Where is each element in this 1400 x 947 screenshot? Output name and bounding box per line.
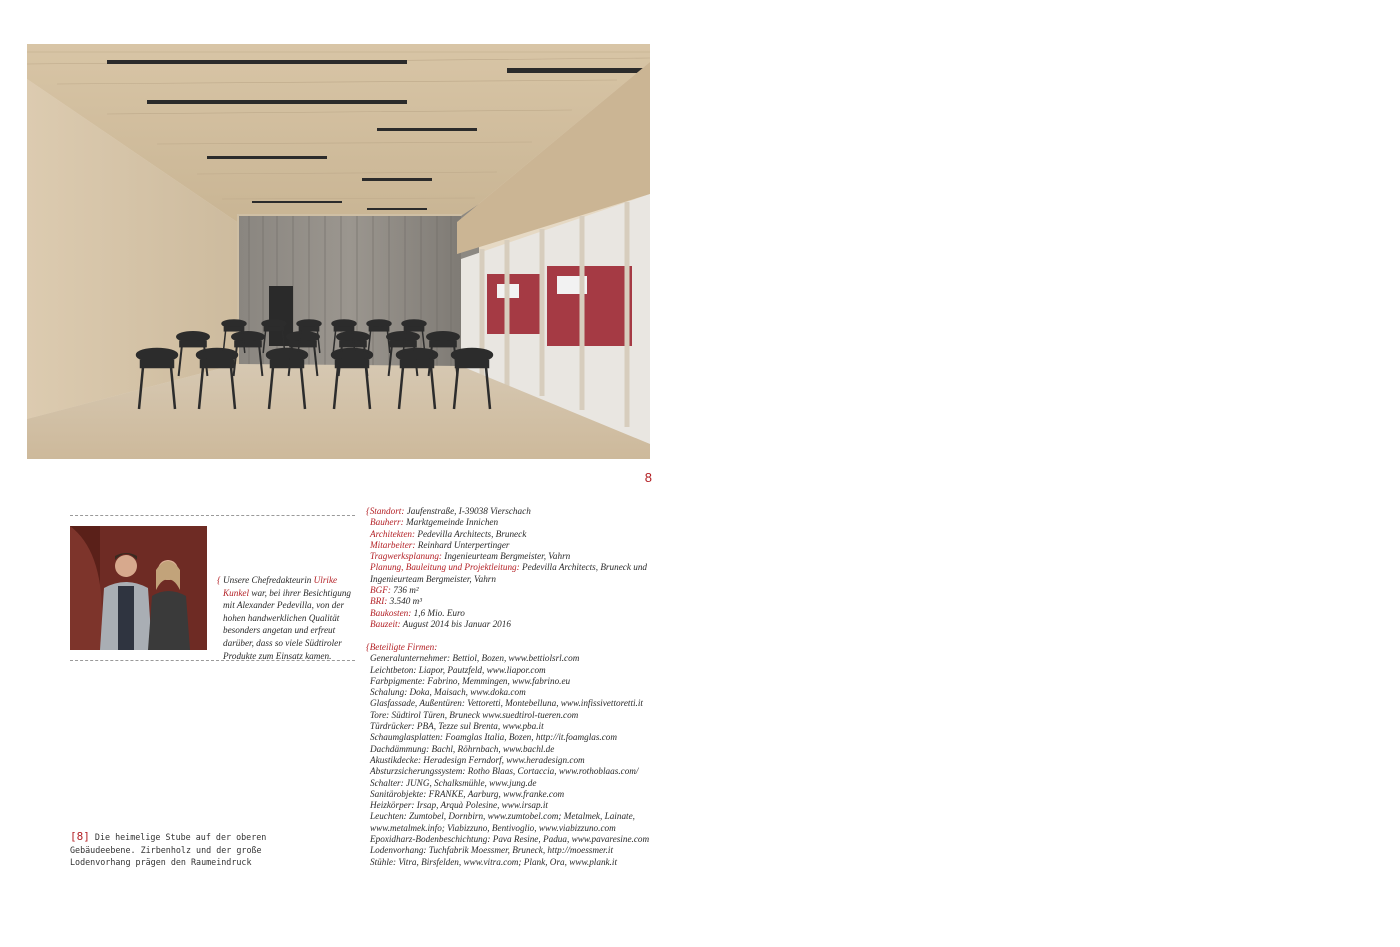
fact-label: Bauherr: bbox=[370, 517, 404, 528]
caption-line: darüber, dass so viele Südtiroler bbox=[223, 637, 342, 648]
fact-row bbox=[366, 619, 656, 630]
fact-row bbox=[366, 562, 656, 585]
firms-heading-row bbox=[366, 642, 656, 653]
fact-row bbox=[366, 551, 656, 562]
fact-value: August 2014 bis Januar 2016 bbox=[400, 618, 511, 629]
fact-label: Mitarbeiter: bbox=[370, 539, 416, 550]
involved-firms bbox=[366, 642, 656, 868]
firm-item: www.metalmek.info; Viabizzuno, Bentivoglio, www.viabizzuno.com bbox=[370, 822, 616, 833]
portrait-caption bbox=[217, 574, 355, 662]
caption-line: mit Alexander Pedevilla, von der bbox=[223, 600, 345, 611]
firm-item: Akustikdecke: Heradesign Ferndorf, www.heradesign.com bbox=[370, 754, 585, 765]
caption-brace: { bbox=[217, 575, 221, 585]
caption-line: Produkte zum Einsatz kamen. bbox=[223, 650, 332, 661]
figure-caption-line-2: Gebäudeebene. Zirbenholz und der große bbox=[70, 844, 262, 855]
fact-value: Pedevilla Architects, Bruneck bbox=[415, 528, 527, 539]
firm-item: Sanitärobjekte: FRANKE, Aarburg, www.franke.com bbox=[370, 788, 565, 799]
top-rule-left bbox=[70, 515, 355, 516]
firm-item: Leichtbeton: Liapor, Pautzfeld, www.liapor.com bbox=[370, 664, 546, 675]
fact-label: Planung, Bauleitung und Projektleitung: bbox=[370, 562, 520, 573]
firm-item: Farbpigmente: Fabrino, Memmingen, www.fabrino.eu bbox=[370, 675, 571, 686]
firm-item: Stühle: Vitra, Birsfelden, www.vitra.com; Plank, Ora, www.plank.it bbox=[370, 856, 618, 867]
portrait-photo bbox=[70, 526, 207, 650]
firm-item: Glasfassade, Außentüren: Vettoretti, Montebelluna, www.infissivettoretti.it bbox=[370, 698, 643, 709]
facts-brace: { bbox=[366, 506, 370, 516]
fact-label: BGF: bbox=[370, 585, 391, 596]
fact-row bbox=[366, 596, 656, 607]
caption-line-2 bbox=[217, 587, 355, 600]
fact-label: BRI: bbox=[370, 596, 388, 607]
project-facts bbox=[366, 506, 656, 630]
firm-item: Tore: Südtirol Türen, Bruneck www.suedtirol-tueren.com bbox=[370, 709, 579, 720]
figure-caption-line-1: Die heimelige Stube auf der oberen bbox=[89, 832, 267, 842]
fact-label: Bauzeit: bbox=[370, 618, 401, 629]
fact-row bbox=[366, 540, 656, 551]
firm-item: Heizkörper: Irsap, Arquà Polesine, www.irsap.it bbox=[370, 800, 548, 811]
firms-brace: { bbox=[366, 642, 370, 652]
caption-intro: Unsere Chefredakteurin bbox=[222, 575, 314, 585]
caption-name-first: Ulrike bbox=[313, 575, 338, 585]
fact-row bbox=[366, 517, 656, 528]
firm-item: Schaumglasplatten: Foamglas Italia, Bozen, http://it.foamglas.com bbox=[370, 732, 618, 743]
fact-value: Marktgemeinde Innichen bbox=[403, 517, 499, 528]
fact-row bbox=[366, 506, 656, 517]
caption-name-last: Kunkel bbox=[223, 587, 250, 598]
fact-row bbox=[366, 608, 656, 619]
caption-line: besonders angetan und erfreut bbox=[223, 625, 336, 636]
fact-label: Tragwerksplanung: bbox=[370, 551, 442, 562]
firm-item: Schalter: JUNG, Schalksmühle, www.jung.de bbox=[370, 777, 537, 788]
fact-label: Architekten: bbox=[370, 528, 416, 539]
bottom-rule-left bbox=[70, 660, 355, 661]
fact-value: Pedevilla Architects, Bruneck und Ingenieurteam Bergmeister, Vahrn bbox=[370, 562, 648, 584]
firm-item: Lodenvorhang: Tuchfabrik Moessmer, Bruneck, http://moessmer.it bbox=[370, 845, 614, 856]
fact-label: Baukosten: bbox=[370, 607, 412, 618]
fact-value: Jaufenstraße, I-39038 Vierschach bbox=[404, 506, 531, 516]
firm-item: Generalunternehmer: Bettiol, Bozen, www.bettiolsrl.com bbox=[370, 653, 580, 664]
fact-label: Standort: bbox=[369, 506, 405, 516]
caption-line: hohen handwerklichen Qualität bbox=[223, 612, 340, 623]
figure-caption-line-3: Lodenvorhang prägen den Raumeindruck bbox=[70, 857, 252, 867]
firm-item: Leuchten: Zumtobel, Dornbirn, www.zumtobel.com; Metalmek, Lainate, bbox=[370, 811, 635, 822]
interior-photo bbox=[27, 44, 650, 459]
figure-caption bbox=[70, 831, 270, 869]
fact-row bbox=[366, 585, 656, 596]
firm-item: Schalung: Doka, Maisach, www.doka.com bbox=[370, 687, 526, 698]
figure-number: [8] bbox=[70, 830, 90, 843]
fact-value: Reinhard Unterpertinger bbox=[415, 539, 510, 550]
fact-value: 1,6 Mio. Euro bbox=[411, 607, 465, 618]
fact-row bbox=[366, 529, 656, 540]
fact-value: Ingenieurteam Bergmeister, Vahrn bbox=[441, 551, 571, 562]
fact-value: 3.540 m³ bbox=[387, 596, 422, 607]
firm-item: Dachdämmung: Bachl, Röhrnbach, www.bachl.de bbox=[370, 743, 555, 754]
firm-item: Absturzsicherungssystem: Rotho Blaas, Cortaccia, www.rothoblaas.com/ bbox=[370, 766, 639, 777]
firms-heading: Beteiligte Firmen: bbox=[369, 642, 438, 652]
firm-item: Türdrücker: PBA, Tezze sul Brenta, www.pba.it bbox=[370, 721, 544, 732]
fact-value: 736 m² bbox=[390, 585, 419, 596]
caption-line-2-rest: war, bei ihrer Besichtigung bbox=[249, 587, 352, 598]
page-number: 8 bbox=[644, 470, 652, 485]
firm-item: Epoxidharz-Bodenbeschichtung: Pava Resine, Padua, www.pavaresine.com bbox=[370, 834, 650, 845]
